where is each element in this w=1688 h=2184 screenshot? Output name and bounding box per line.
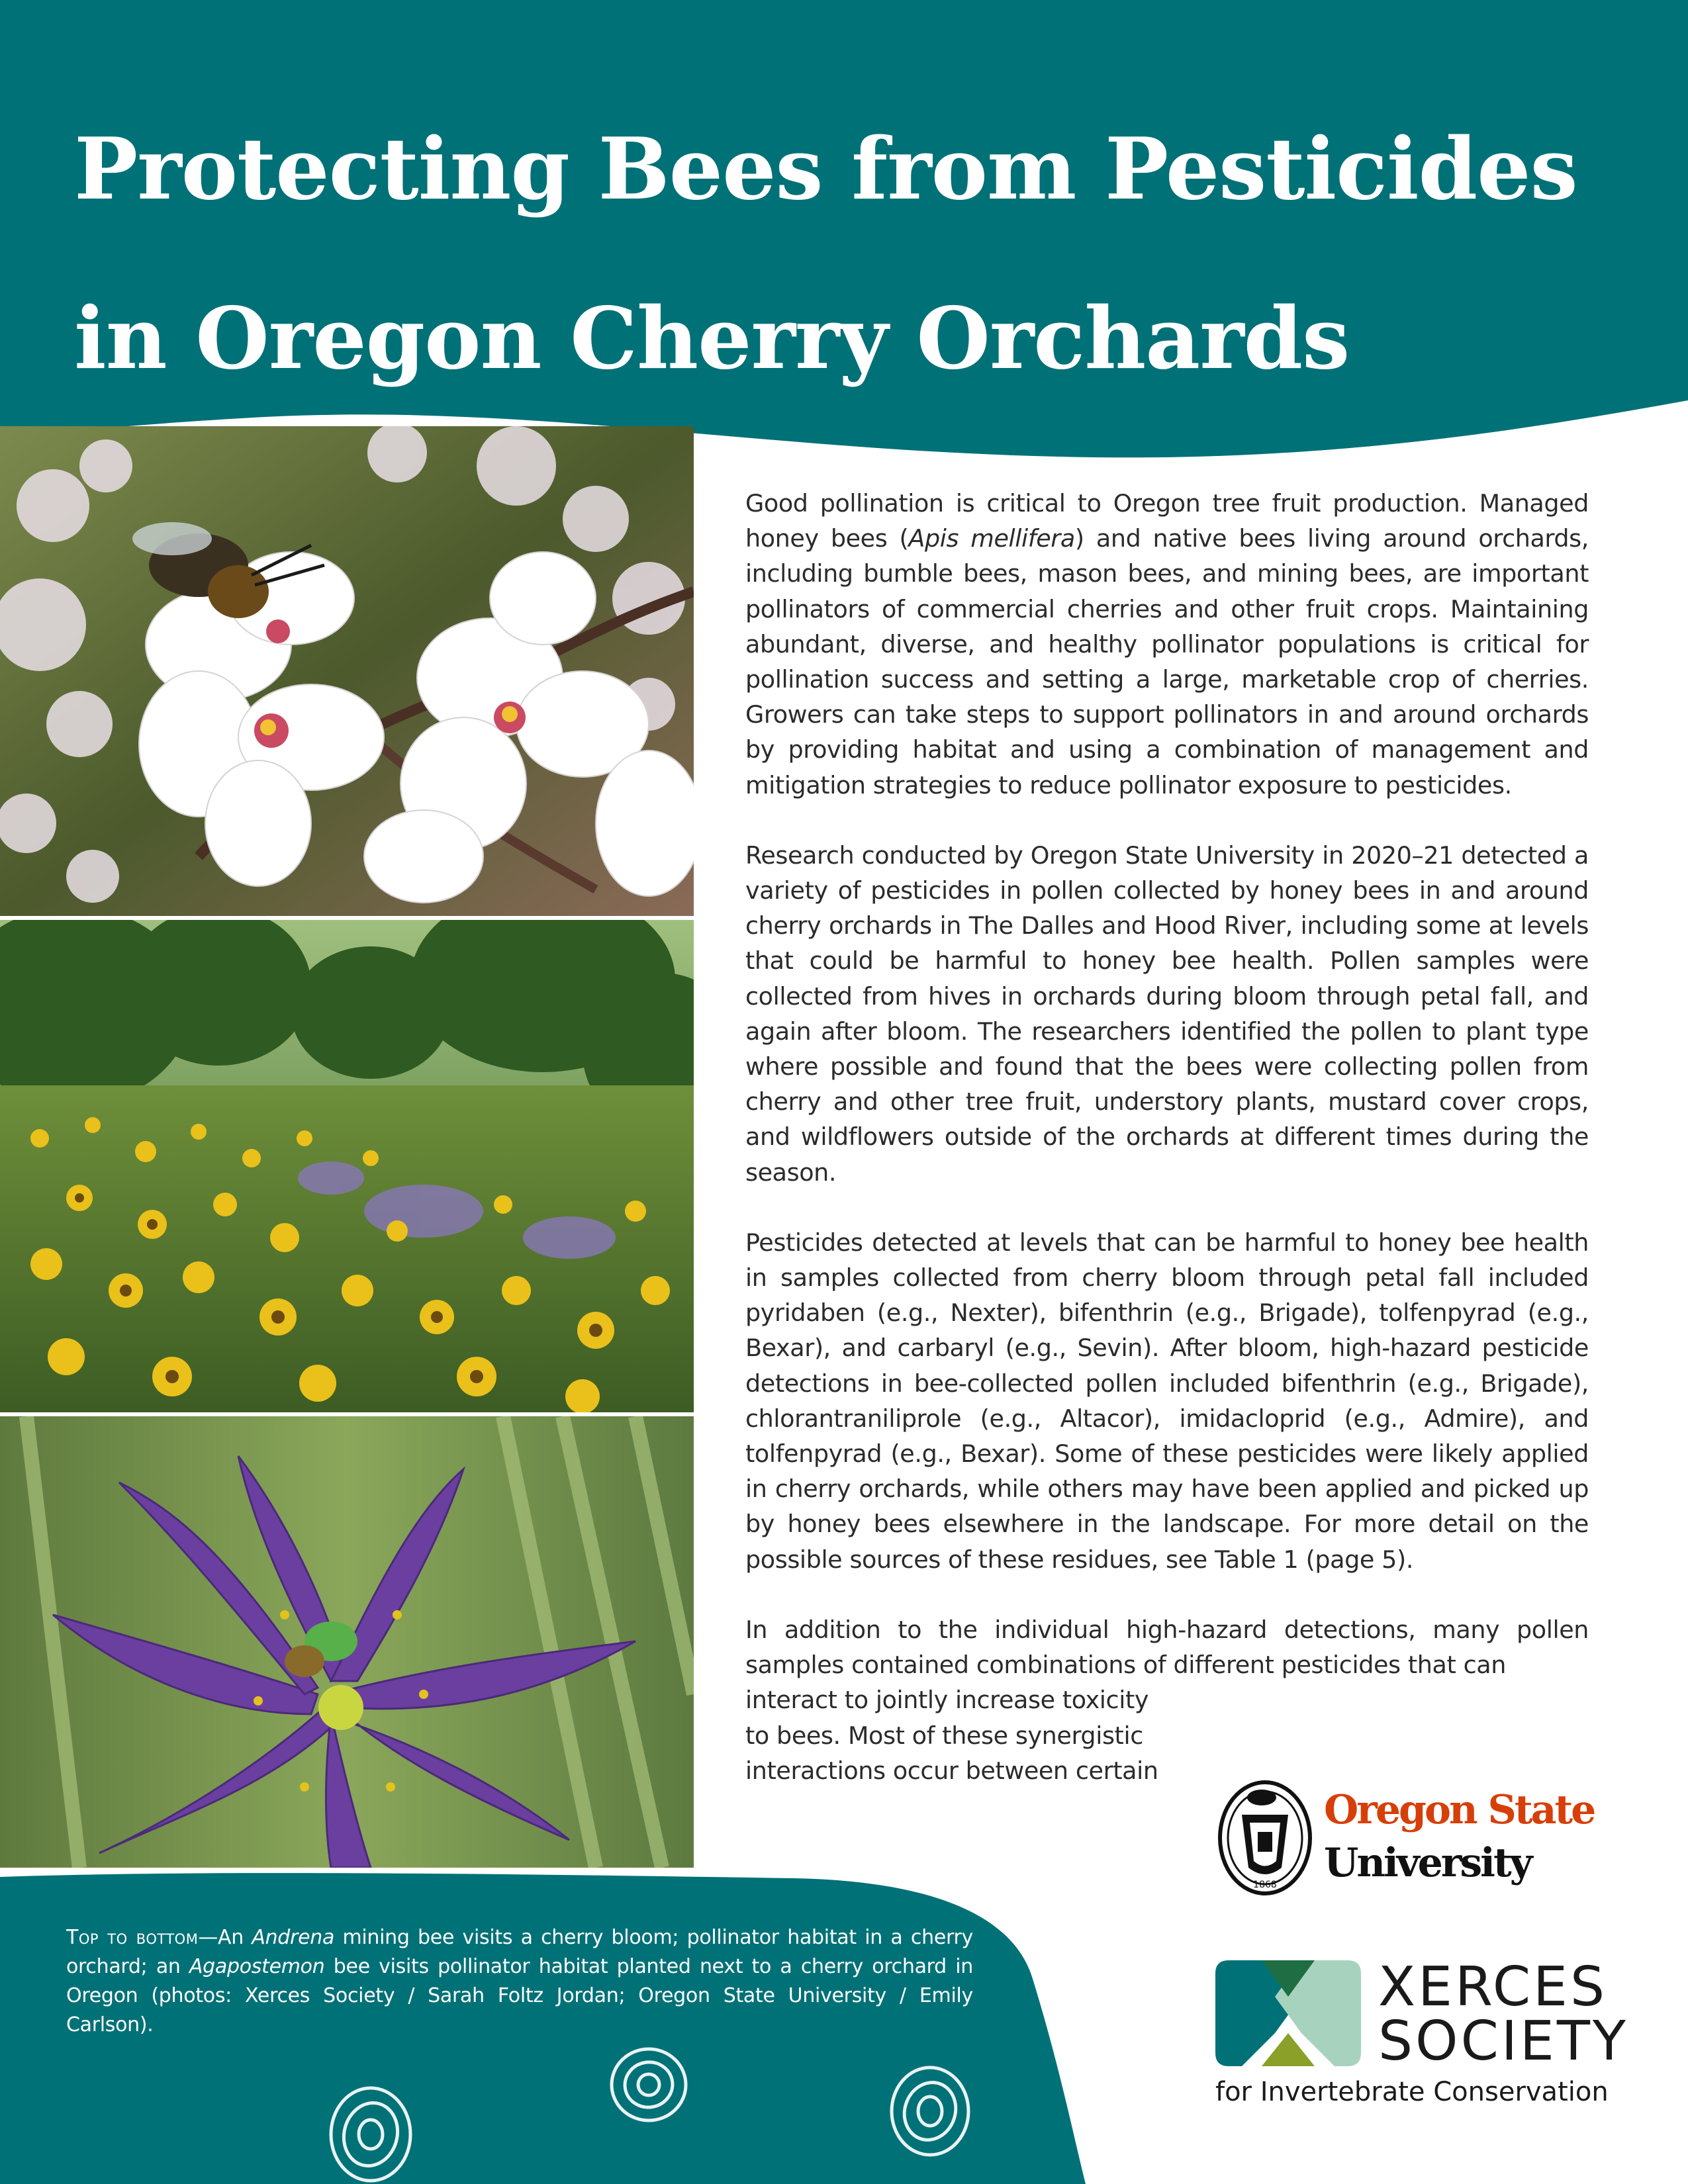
caption-dash: —An — [198, 1926, 252, 1949]
osu-name-line2: University — [1324, 1840, 1531, 1886]
p1-species-name: Apis mellifera — [908, 524, 1075, 553]
title-line-2: in Oregon Cherry Orchards — [74, 289, 1350, 388]
caption-lead: Top to bottom — [66, 1926, 199, 1949]
caption-text-mid: mining bee visits a cherry bloom; pollinator habitat in a cherry orchard; an — [66, 1926, 973, 1978]
photo-caption — [66, 1923, 973, 2040]
paragraph-synergy — [745, 1612, 1589, 1788]
wildflower-meadow-photo — [0, 920, 694, 1412]
purple-camas-bee-photo — [0, 1416, 694, 1868]
body-text — [745, 486, 1589, 1823]
paragraph-intro — [745, 486, 1589, 803]
caption-text-rest: bee visits pollinator habitat planted next to a cherry orchard in Oregon (photos: Xerces Society / Sarah Foltz Jordan; Oregon State University / Emily Carlson). — [66, 1955, 973, 2036]
xerces-x-mark-icon — [1215, 1960, 1361, 2066]
p4-text-narrow: interact to jointly increase toxicity to bees. Most of these synergistic interactions occur between certain — [745, 1686, 1158, 1785]
paragraph-research: Research conducted by Oregon State University in 2020–21 detected a variety of pesticides in pollen collected by honey bees in and around cherry orchards in The Dalles and Hood River, including some at levels that could be harmful to honey bee health. Pollen samples were collected from hives in orchards during bloom through petal fall, and again after bloom. The researchers identified the pollen to plant type where possible and found that the bees were collecting pollen from cherry and other tree fruit, understory plants, mustard cover crops, and wildflowers outside of the orchards at different times during the season. — [745, 841, 1589, 1187]
p1-text-a: Good pollination is critical to Oregon tree fruit production. Managed honey bees ( — [745, 489, 1589, 553]
paragraph-detections: Pesticides detected at levels that can be harmful to honey bee health in samples collected from cherry bloom through petal fall included pyridaben (e.g., Nexter), bifenthrin (e.g., Brigade), tolfenpyrad (e.g., Bexar), and carbaryl (e.g., Sevin). After bloom, high-hazard pesticide detections in bee-collected pollen included bifenthrin (e.g., Brigade), chlorantraniliprole (e.g., Altacor), imidacloprid (e.g., Admire), and tolfenpyrad (e.g., Bexar). Some of these pesticides were likely applied in cherry orchards, while others may have been applied and picked up by honey bees elsewhere in the landscape. For more detail on the possible sources of these residues, see Table 1 (page 5). — [745, 1228, 1589, 1574]
page-title — [74, 85, 1636, 424]
p1-text-b: ) and native bees living around orchards, including bumble bees, mason bees, and mining bees, are important pollinators of commercial cherries and other fruit crops. Maintaining abundant, diverse, and healthy pollinator populations is critical for pollination success and setting a large, marketable crop of cherries. Growers can take steps to support pollinators in and around orchards by providing habitat and using a combination of management and mitigation strategies to reduce pollinator exposure to pesticides. — [745, 524, 1589, 799]
title-line-1: Protecting Bees from Pesticides — [74, 120, 1577, 219]
xerces-name-line1: XERCES — [1378, 1956, 1607, 2019]
xerces-name-line2: SOCIETY — [1378, 2010, 1629, 2073]
osu-seal-year: 1868 — [1253, 1880, 1277, 1890]
osu-name-line1: Oregon State — [1324, 1787, 1595, 1833]
cherry-blossom-bee-photo — [0, 426, 694, 916]
p4-text-wide: In addition to the individual high-hazard detections, many pollen samples contained combinations of different pesticides that can — [745, 1615, 1589, 1680]
caption-genus-1: Andrena — [252, 1926, 335, 1949]
caption-genus-2: Agapostemon — [189, 1955, 325, 1978]
xerces-tagline: for Invertebrate Conservation — [1215, 2077, 1609, 2107]
